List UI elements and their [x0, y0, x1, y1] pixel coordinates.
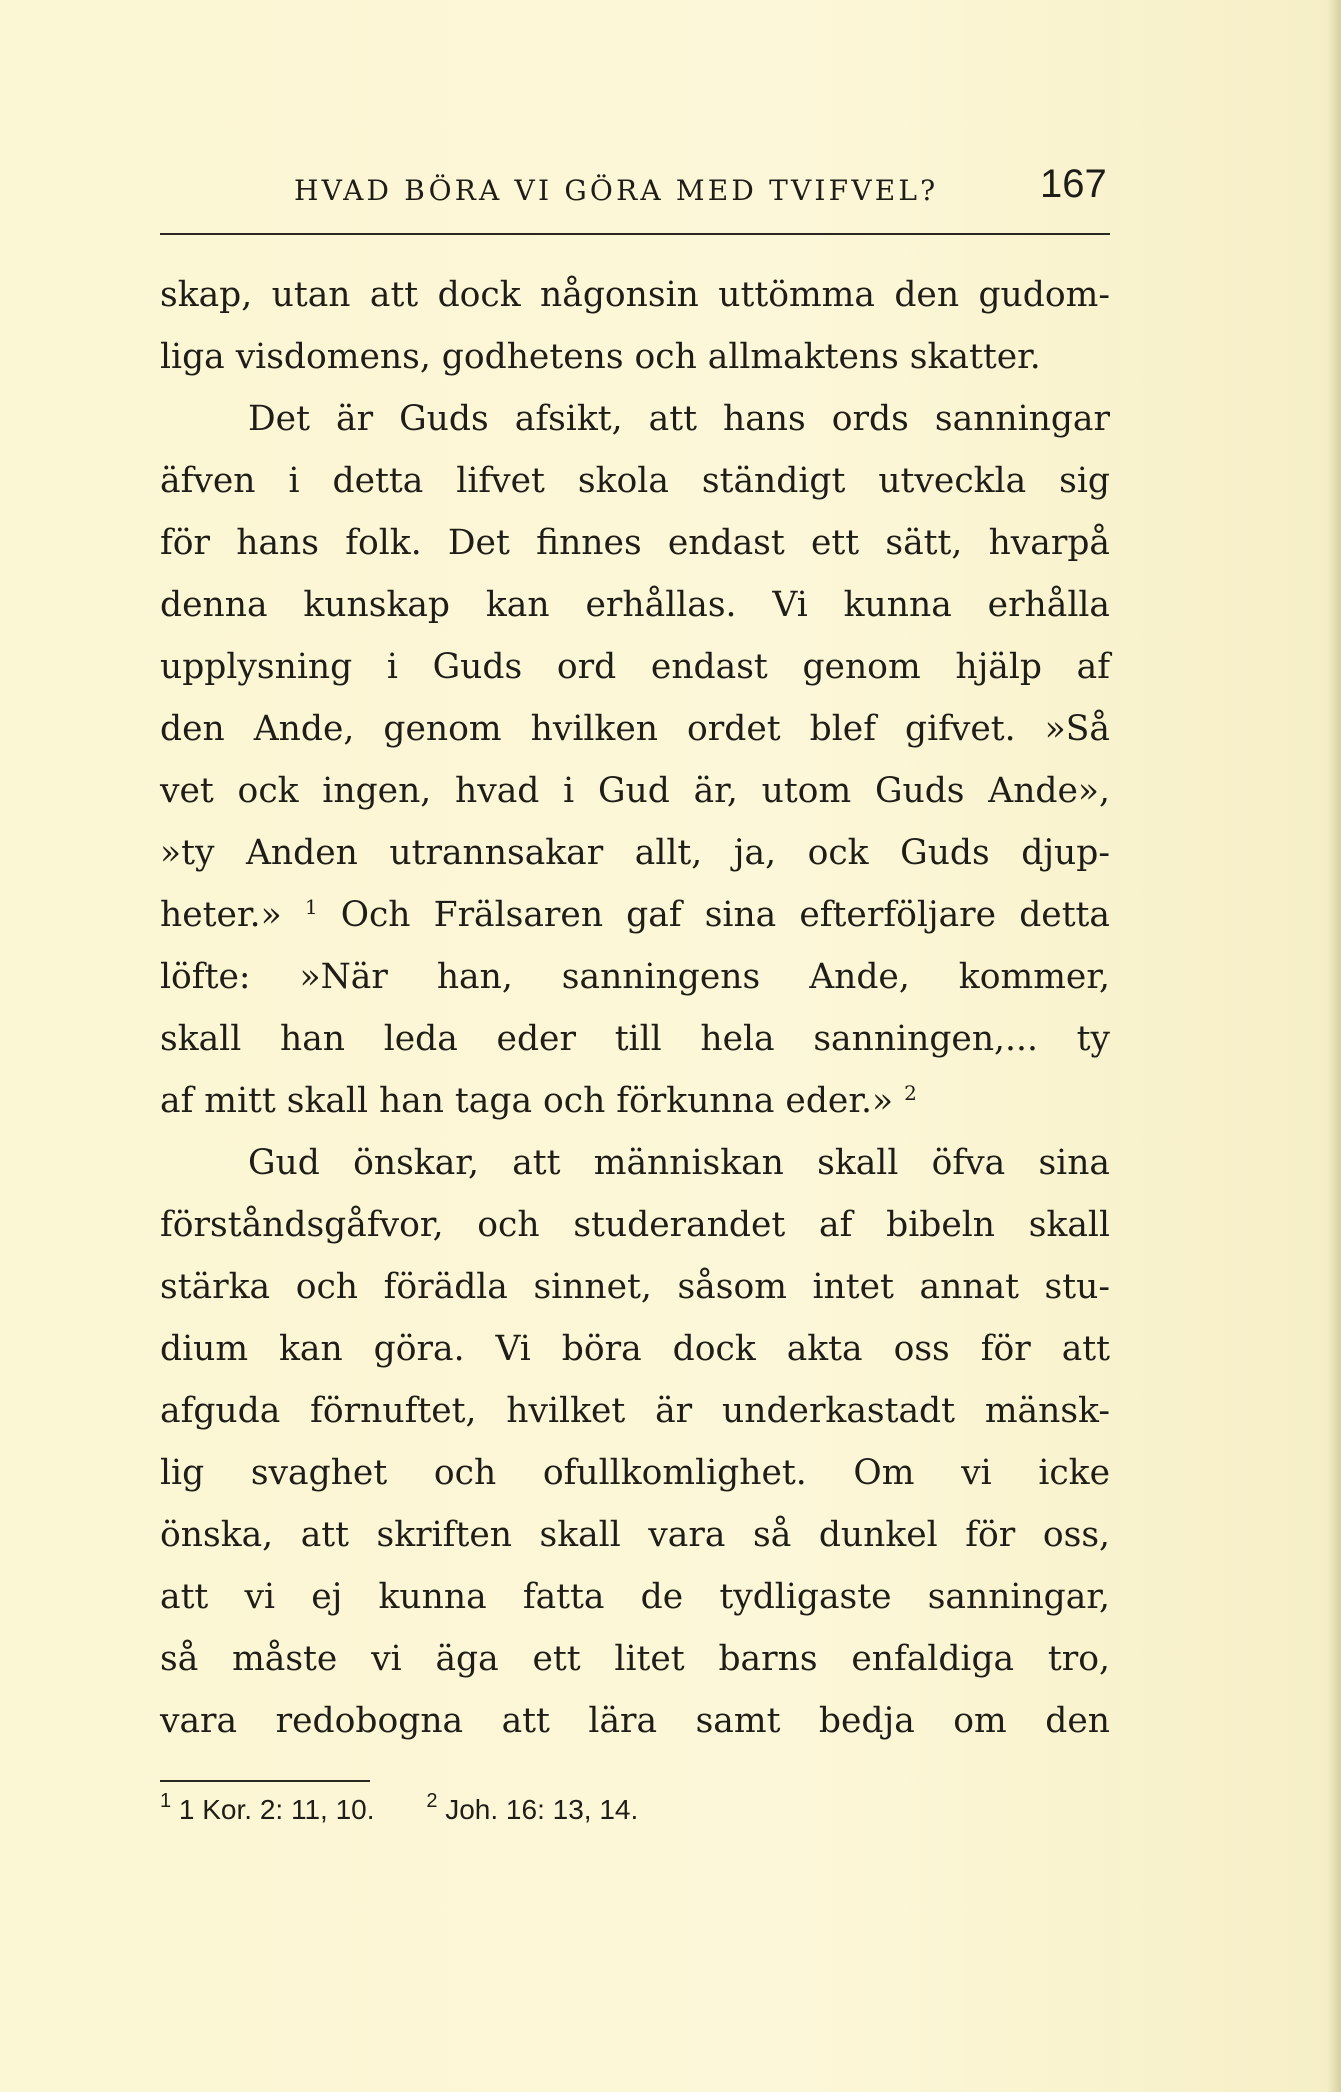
text-line: förståndsgåfvor, och studerandet af bibeln skall: [160, 1205, 1110, 1245]
text-fragment: Och Frälsaren gaf sina efterföljare detta: [340, 895, 1110, 935]
text-line: för hans folk. Det finnes endast ett sätt, hvarpå: [160, 523, 1110, 563]
text-line: skall han leda eder till hela sanningen,... ty: [160, 1019, 1110, 1059]
text-line: stärka och förädla sinnet, såsom intet annat stu-: [160, 1267, 1110, 1307]
text-line: skap, utan att dock någonsin uttömma den gudom-: [160, 275, 1110, 315]
text-line: dium kan göra. Vi böra dock akta oss för att: [160, 1329, 1110, 1369]
text-line: önska, att skriften skall vara så dunkel för oss,: [160, 1515, 1110, 1555]
text-line: [160, 1070, 1110, 1132]
footnote-number: 1: [160, 1790, 172, 1812]
text-line: afguda förnuftet, hvilket är underkastadt mänsk-: [160, 1391, 1110, 1431]
text-line: [160, 884, 1110, 946]
text-line: den Ande, genom hvilken ordet blef gifvet. »Så: [160, 709, 1110, 749]
header-rule: [160, 233, 1110, 235]
text-line: att vi ej kunna fatta de tydligaste sanningar,: [160, 1577, 1110, 1617]
footnote-2: [426, 1790, 660, 1825]
text-line: Gud önskar, att människan skall öfva sina: [248, 1143, 1110, 1183]
footnote-marker: 1: [304, 895, 318, 919]
page-edge-shadow: [1327, 0, 1341, 2092]
text-line: denna kunskap kan erhållas. Vi kunna erhålla: [160, 585, 1110, 625]
footnote-1: [160, 1790, 397, 1825]
body-text: [160, 264, 1110, 1752]
text-line: liga visdomens, godhetens och allmaktens skatter.: [160, 337, 1041, 377]
text-fragment: heter.»: [160, 895, 282, 935]
text-line: Det är Guds afsikt, att hans ords sanningar: [248, 399, 1110, 439]
footnote-marker: 2: [904, 1081, 917, 1105]
text-fragment: af mitt skall han taga och förkunna eder.»: [160, 1081, 894, 1121]
text-line: löfte: »När han, sanningens Ande, kommer,: [160, 957, 1110, 997]
footnote-rule: [160, 1780, 370, 1782]
running-title: HVAD BÖRA VI GÖRA MED TVIFVEL?: [294, 174, 939, 207]
text-line: vara redobogna att lära samt bedja om den: [160, 1701, 1110, 1741]
footnote-text: Joh. 16: 13, 14.: [445, 1794, 639, 1825]
text-line: upplysning i Guds ord endast genom hjälp af: [160, 647, 1110, 687]
text-line: lig svaghet och ofullkomlighet. Om vi icke: [160, 1453, 1110, 1493]
footnotes: [160, 1790, 682, 1826]
page-header: [160, 162, 1110, 222]
footnote-number: 2: [426, 1790, 438, 1812]
page-number: 167: [1040, 162, 1107, 206]
text-line: »ty Anden utrannsakar allt, ja, ock Guds djup-: [160, 833, 1110, 873]
footnote-text: 1 Kor. 2: 11, 10.: [178, 1794, 375, 1825]
text-line: äfven i detta lifvet skola ständigt utveckla sig: [160, 461, 1110, 501]
text-line: vet ock ingen, hvad i Gud är, utom Guds Ande»,: [160, 771, 1110, 811]
text-line: så måste vi äga ett litet barns enfaldiga tro,: [160, 1639, 1110, 1679]
